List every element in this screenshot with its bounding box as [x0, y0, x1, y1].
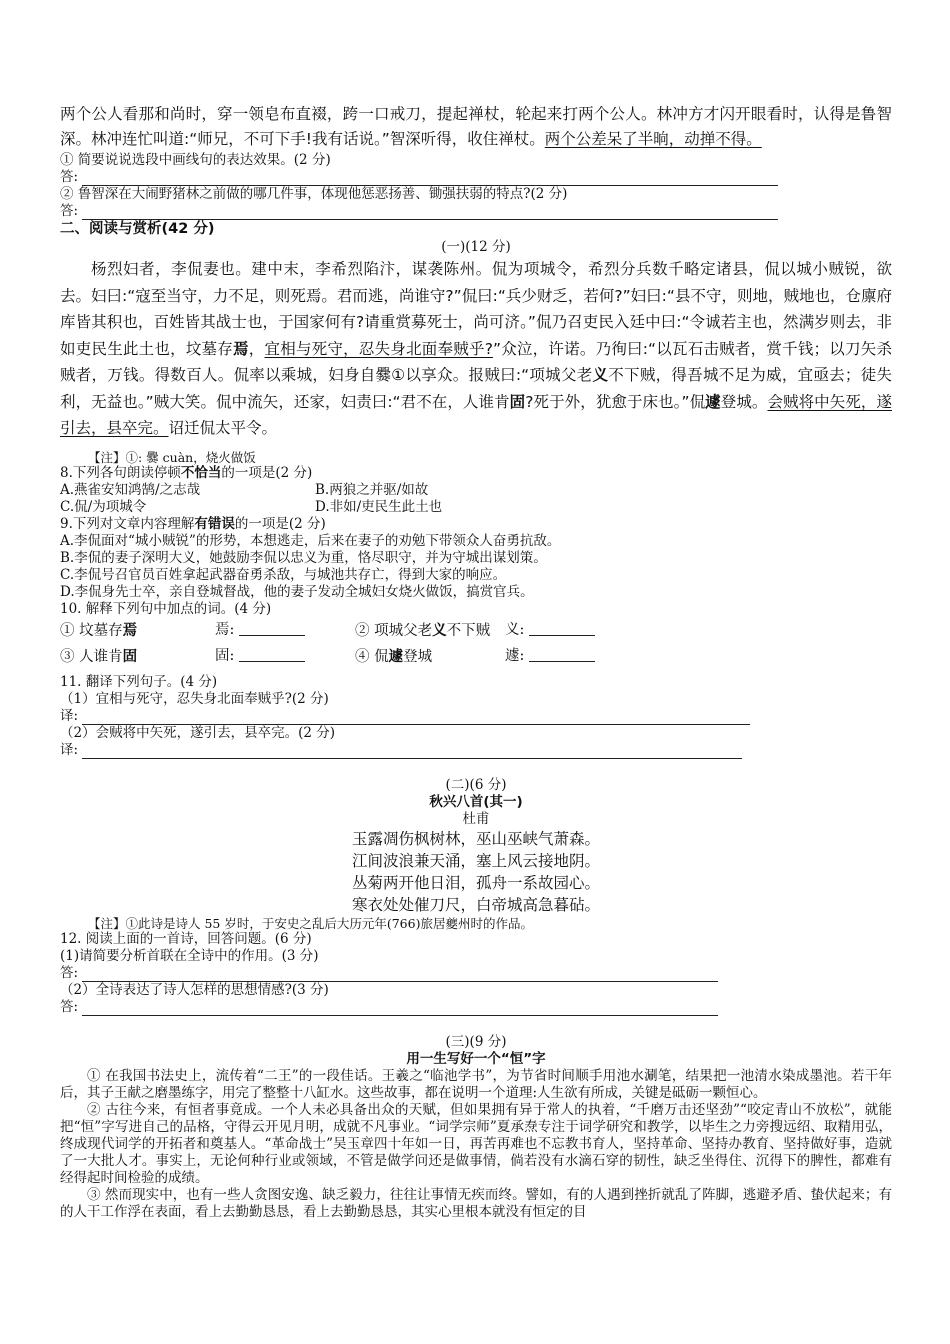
question-text: 的一项是(2 分) — [221, 464, 313, 481]
item-label: 固: — [215, 647, 235, 664]
option-c[interactable]: C.李侃号召官员百姓拿起武器奋勇杀敌，与城池共存亡，得到大家的响应。 — [60, 566, 507, 583]
classical-passage — [60, 256, 892, 442]
dotted-word: 义 — [432, 621, 447, 639]
word-item-4 — [355, 644, 505, 670]
poem-title: 秋兴八首(其一) — [429, 793, 523, 810]
answer-blank[interactable] — [239, 622, 305, 636]
option-b[interactable]: B.李侃的妻子深明大义，她鼓励李侃以忠义为重，恪尽职守，并为守城出谋划策。 — [60, 549, 547, 566]
answer-blank[interactable] — [82, 745, 742, 759]
word-answer-3[interactable] — [215, 644, 355, 670]
answer-line-1[interactable] — [60, 169, 892, 186]
option-d[interactable]: D.非如/吏民生此土也 — [315, 498, 443, 515]
answer-blank[interactable] — [82, 968, 718, 982]
part3-heading: (三)(9 分) — [445, 1033, 507, 1050]
passage-text: ?死于外，犹愈于床也。”侃 — [525, 392, 706, 411]
option-b[interactable]: B.两狼之并驱/如故 — [315, 481, 429, 498]
question-emphasis: 不恰当 — [180, 464, 222, 481]
essay-paragraph-1: ① 在我国书法史上，流传着“二王”的一段佳话。王羲之“临池学书”，为节省时间顺手用池水涮笔，结果把一池清水染成墨池。若干年后，其子王献之磨墨练字，用完了整整十八缸水。这些故事，都在说明一个道理:人生欲有所成，关键是砥砺一颗恒心。 — [60, 1067, 892, 1101]
underlined-sentence: 会贼将中矢死，遂引去，县卒完。 — [60, 392, 892, 437]
passage-text: 登城。 — [720, 392, 768, 411]
item-text: ② 项城父老 — [355, 622, 433, 639]
item-label: 义: — [505, 621, 525, 638]
answer-blank[interactable] — [239, 648, 305, 662]
question-10-items — [60, 618, 892, 670]
question-12: 12. 阅读上面的一首诗，回答问题。(6 分) — [60, 930, 312, 947]
option-a[interactable]: A.燕雀安知鸿鹄/之志哉 — [60, 481, 201, 498]
question-11-2: （2）会贼将中矢死，遂引去，县卒完。(2 分) — [60, 724, 336, 741]
answer-line-12-1[interactable] — [60, 965, 892, 982]
answer-blank[interactable] — [82, 172, 778, 186]
intro-question-2: ② 鲁智深在大闹野猪林之前做的哪几件事，体现他惩恶扬善、锄强扶弱的特点?(2 分) — [60, 186, 568, 202]
answer-blank[interactable] — [529, 648, 595, 662]
answer-label: 答: — [60, 998, 79, 1015]
dotted-word: 遽 — [388, 647, 404, 665]
item-text: ④ 侃 — [355, 648, 389, 665]
question-12-2: （2）全诗表达了诗人怎样的思想情感?(3 分) — [60, 981, 329, 998]
answer-label: 答: — [60, 203, 79, 219]
answer-blank[interactable] — [82, 206, 778, 220]
answer-line-2[interactable] — [60, 203, 892, 220]
question-8 — [60, 465, 892, 482]
poem-note: 【注】①此诗是诗人 55 岁时，于安史之乱后大历元年(766)旅居夔州时的作品。 — [88, 915, 533, 931]
dotted-word: 焉 — [233, 339, 249, 358]
item-text: ① 坟墓存 — [60, 622, 123, 639]
part1-heading: (一)(12 分) — [441, 239, 511, 255]
poem-line-2: 江间波浪兼天涌，塞上风云接地阴。 — [351, 851, 600, 870]
poem-line-3: 丛菊两开他日泪，孤舟一系故园心。 — [351, 873, 600, 892]
dotted-word: 遽 — [705, 392, 721, 411]
question-text: 的一项是(2 分) — [234, 515, 326, 532]
question-8-options — [60, 482, 892, 516]
passage-text: 诏迁侃太平令。 — [168, 419, 278, 437]
dotted-word: 固 — [509, 392, 526, 411]
intro-underlined-sentence: 两个公差呆了半晌，动掸不得。 — [544, 130, 762, 148]
question-emphasis: 有错误 — [194, 515, 235, 532]
question-12-1: (1)请简要分析首联在全诗中的作用。(3 分) — [60, 947, 319, 964]
answer-label: 答: — [60, 169, 79, 185]
answer-blank[interactable] — [82, 711, 750, 725]
section-title: 二、阅读与赏析(42 分) — [60, 221, 215, 237]
poem-author: 杜甫 — [462, 810, 490, 827]
word-item-1 — [60, 618, 215, 644]
translate-label: 译: — [60, 707, 79, 724]
question-text: 9.下列对文章内容理解 — [60, 515, 195, 532]
option-a[interactable]: A.李侃面对“城小贼锐”的形势，本想逃走，后来在妻子的劝勉下带领众人奋勇抗敌。 — [60, 532, 561, 549]
poem-line-1: 玉露凋伤枫树林，巫山巫峡气萧森。 — [351, 829, 600, 848]
essay-title: 用一生写好一个“恒”字 — [406, 1050, 546, 1067]
exam-page — [60, 102, 892, 1221]
translate-label: 译: — [60, 741, 79, 758]
option-d[interactable]: D.李侃身先士卒，亲自登城督战，他的妻子发动全城妇女烧火做饭，搞赏官兵。 — [60, 583, 534, 600]
word-answer-4[interactable] — [505, 644, 625, 670]
part2-heading: (二)(6 分) — [445, 776, 507, 793]
question-11-1: （1）宜相与死守，忍失身北面奉贼乎?(2 分) — [60, 690, 329, 707]
passage-text: ”众泣，许诺。乃徇曰:“以瓦石击贼者，赏千钱；以刀矢杀贼者，万钱。得数百人。侃率以乘城，妇身自爨①以享众。报贼曰:“项城父老 — [60, 339, 892, 384]
poem-line-4: 寒衣处处催刀尺，白帝城高急暮砧。 — [351, 895, 600, 914]
question-text: 8.下列各句朗读停顿 — [60, 464, 181, 481]
question-9 — [60, 516, 892, 533]
essay-paragraph-3: ③ 然而现实中，也有一些人贪图安逸、缺乏毅力，往往让事情无疾而终。譬如，有的人遇到挫折就乱了阵脚，逃避矛盾、蛰伏起来；有的人干工作浮在表面，看上去勤勤恳恳，看上去勤勤恳恳，其实心里根本就没有恒定的目 — [60, 1186, 892, 1220]
passage-note: 【注】①: 爨 cuàn，烧火做饭 — [88, 449, 256, 465]
passage-text: ， — [248, 339, 265, 358]
item-text: 不下贼 — [446, 622, 491, 639]
item-label: 焉: — [215, 621, 235, 638]
translate-line-2[interactable] — [60, 742, 892, 759]
intro-text: 两个公人看那和尚时，穿一领皂布直裰，跨一口戒刀，提起禅杖，轮起来打两个公人。林冲方才闪开眼看时，认得是鲁智深。林冲连忙叫道:“师兄，不可下手!我有话说。”智深听得，收住禅杖。 — [60, 105, 892, 148]
word-answer-1[interactable] — [215, 618, 355, 644]
dotted-word: 义 — [592, 366, 609, 384]
answer-label: 答: — [60, 964, 79, 981]
question-10: 10. 解释下列句中加点的词。(4 分) — [60, 600, 272, 617]
item-label: 遽: — [505, 647, 525, 664]
answer-blank[interactable] — [82, 1002, 718, 1016]
answer-blank[interactable] — [529, 622, 595, 636]
passage-text: 杨烈妇者，李侃妻也。建中末，李希烈陷汴，谋袭陈州。侃为项城令，希烈分兵数千略定诸县，侃以城小贼锐，欲去。妇曰:“寇至当守，力不足，则死焉。君而逃，尚谁守?”侃曰:“兵少财乏，若何?”妇曰:“县不守，则地，贼地也，仓廪府库皆其积也，百姓皆其战士也，于国家何有?请重赏募死士，尚可济。”侃乃召吏民入廷中曰:“令诚若主也，然满岁则去，非如吏民生此土也，坟墓存 — [60, 260, 892, 358]
dotted-word: 固 — [122, 647, 138, 665]
dotted-word: 焉 — [122, 621, 138, 639]
translate-line-1[interactable] — [60, 708, 892, 725]
essay-paragraph-2: ② 古往今来，有恒者事竟成。一个人未必具备出众的天赋，但如果拥有异于常人的执着，“千磨万击还坚劲”“咬定青山不放松”，就能把“恒”字写进自己的品格，守得云开见月明，成就不凡事业。“词学宗师”夏承焘专注于词学研究和教学，以毕生之力旁搜远绍、取精用弘，终成现代词学的开拓者和奠基人。“革命战士”吴玉章四十年如一日，再苦再难也不忘教书育人，坚持革命、坚持办教育、坚持做好事，造就了一大批人才。事实上，无论何种行业或领域，不管是做学问还是做事情，倘若没有水滴石穿的韧性，缺乏坐得住、沉得下的脾性，都难有经得起时间检验的成绩。 — [60, 1101, 892, 1186]
underlined-sentence: 宜相与死守，忍失身北面奉贼乎? — [264, 339, 493, 358]
passage-text: 不下贼，得吾城不足为威，宜亟去；徒失利，无益也。”贼大笑。侃中流矢，还家，妇责曰:“君不在，人谁肯 — [60, 366, 892, 411]
word-item-2 — [355, 618, 505, 644]
intro-passage — [60, 102, 892, 152]
question-11: 11. 翻译下列句子。(4 分) — [60, 673, 218, 690]
word-answer-2[interactable] — [505, 618, 625, 644]
item-text: ③ 人谁肯 — [60, 648, 123, 665]
intro-question-1: ① 简要说说选段中画线句的表达效果。(2 分) — [60, 152, 331, 168]
option-c[interactable]: C.侃/为项城令 — [60, 498, 147, 515]
word-item-3 — [60, 644, 215, 670]
answer-line-12-2[interactable] — [60, 999, 892, 1016]
item-text: 登城 — [403, 648, 433, 665]
